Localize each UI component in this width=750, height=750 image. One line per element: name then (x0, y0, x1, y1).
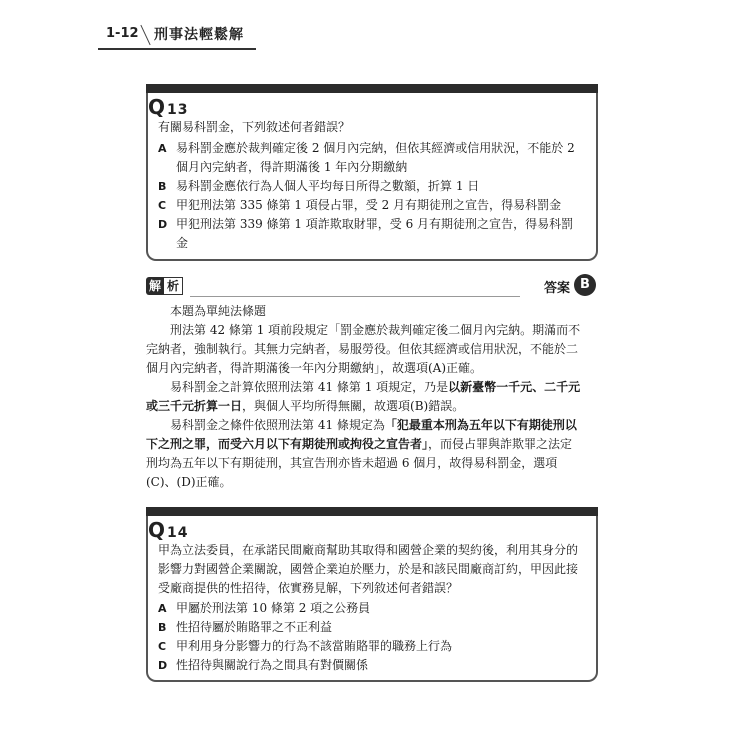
answer-badge: B (574, 274, 596, 296)
option-text: 性招待屬於賄賂罪之不正利益 (176, 620, 333, 634)
q13-label (148, 95, 189, 119)
option-text: 甲犯刑法第 335 條第 1 項侵占罪，受 2 月有期徒刑之宣告，得易科罰金 (176, 198, 562, 212)
option-letter: D (158, 659, 168, 672)
q14-option-b (158, 618, 578, 637)
q13-top-bar (146, 84, 598, 93)
q14-label (148, 518, 189, 542)
option-letter: A (158, 602, 167, 615)
analysis-paragraph (146, 416, 582, 492)
text-run: ，而侵占罪與詐欺罪之法定刑均為五年以下有期徒刑，其宣告刑亦皆未超過 6 個月，故得易科罰金，選項(C)、(D)正確。 (146, 437, 573, 489)
answer-label: 答案 (543, 281, 570, 296)
option-text: 易科罰金應於裁判確定後 2 個月內完納，但依其經濟或信用狀況，不能於 2 個月內完納者，得許期滿後 1 年內分期繳納 (176, 141, 575, 174)
analysis-underline (190, 296, 520, 297)
emphasis-text: 以新臺幣一千元、二千元或三千元折算一日 (146, 380, 581, 413)
option-text: 甲利用身分影響力的行為不該當賄賂罪的職務上行為 (176, 639, 453, 653)
q14-top-bar (146, 507, 598, 516)
page-number: 1-12 (106, 26, 139, 41)
q13-option-d (158, 215, 578, 253)
analysis-body (146, 302, 582, 492)
q13-option-b (158, 177, 578, 196)
text-run: 易科罰金之條件依照刑法第 41 條規定為 (170, 418, 385, 432)
book-title: 刑事法輕鬆解 (154, 27, 244, 43)
q14-option-a (158, 599, 578, 618)
q14-option-d (158, 656, 578, 675)
q14-label-q: Q (148, 518, 166, 542)
q13-option-c (158, 196, 578, 215)
emphasis-text: 「犯最重本刑為五年以下有期徒刑以下之刑之罪，而受六月以下有期徒刑或拘役之宣告者」 (146, 418, 577, 451)
option-text: 性招待與關說行為之間具有對價關係 (176, 658, 369, 672)
header-rule (98, 48, 256, 50)
analysis-tag-light: 析 (164, 277, 183, 295)
option-letter: A (158, 142, 167, 155)
q14-stem: 甲為立法委員，在承諾民間廠商幫助其取得和國營企業的契約後，利用其身分的影響力對國營企業關說，國營企業迫於壓力，於是和該民間廠商訂約，甲因此接受廠商提供的性招待，依實務見解，下列敘述何者錯誤？ (158, 543, 579, 595)
analysis-paragraph: 刑法第 42 條第 1 項前段規定「罰金應於裁判確定後二個月內完納。期滿而不完納者，強制執行。其無力完納者，易服勞役。但依其經濟或信用狀況，不能於二個月內完納者，得許期滿後一年內分期繳納」，故選項(A)正確。 (146, 323, 581, 375)
analysis-header (146, 274, 598, 300)
analysis-tag-dark: 解 (146, 277, 164, 295)
option-letter: C (158, 640, 167, 653)
text-run: ，與個人平均所得無關，故選項(B)錯誤。 (242, 399, 465, 413)
option-letter: B (158, 180, 167, 193)
option-text: 甲犯刑法第 339 條第 1 項詐欺取財罪，受 6 月有期徒刑之宣告，得易科罰金 (176, 217, 574, 250)
analysis-paragraph: 本題為單純法條題 (170, 304, 267, 318)
option-letter: B (158, 621, 167, 634)
q13-label-num: 13 (167, 102, 189, 118)
analysis-tag (146, 276, 183, 296)
option-text: 易科罰金應依行為人個人平均每日所得之數額，折算 1 日 (176, 179, 480, 193)
text-run: 易科罰金之計算依照刑法第 41 條第 1 項規定，乃是 (170, 380, 449, 394)
option-letter: C (158, 199, 167, 212)
q14-label-num: 14 (167, 525, 189, 541)
analysis-paragraph (146, 378, 582, 416)
option-text: 甲屬於刑法第 10 條第 2 項之公務員 (176, 601, 371, 615)
running-header (98, 22, 256, 48)
q14-option-c (158, 637, 578, 656)
q13-label-q: Q (148, 95, 166, 119)
q13-options (158, 139, 578, 253)
q14-options (158, 599, 578, 675)
q13-stem: 有關易科罰金，下列敘述何者錯誤？ (158, 120, 351, 134)
option-letter: D (158, 218, 168, 231)
q13-option-a (158, 139, 578, 177)
header-slash (140, 25, 150, 45)
